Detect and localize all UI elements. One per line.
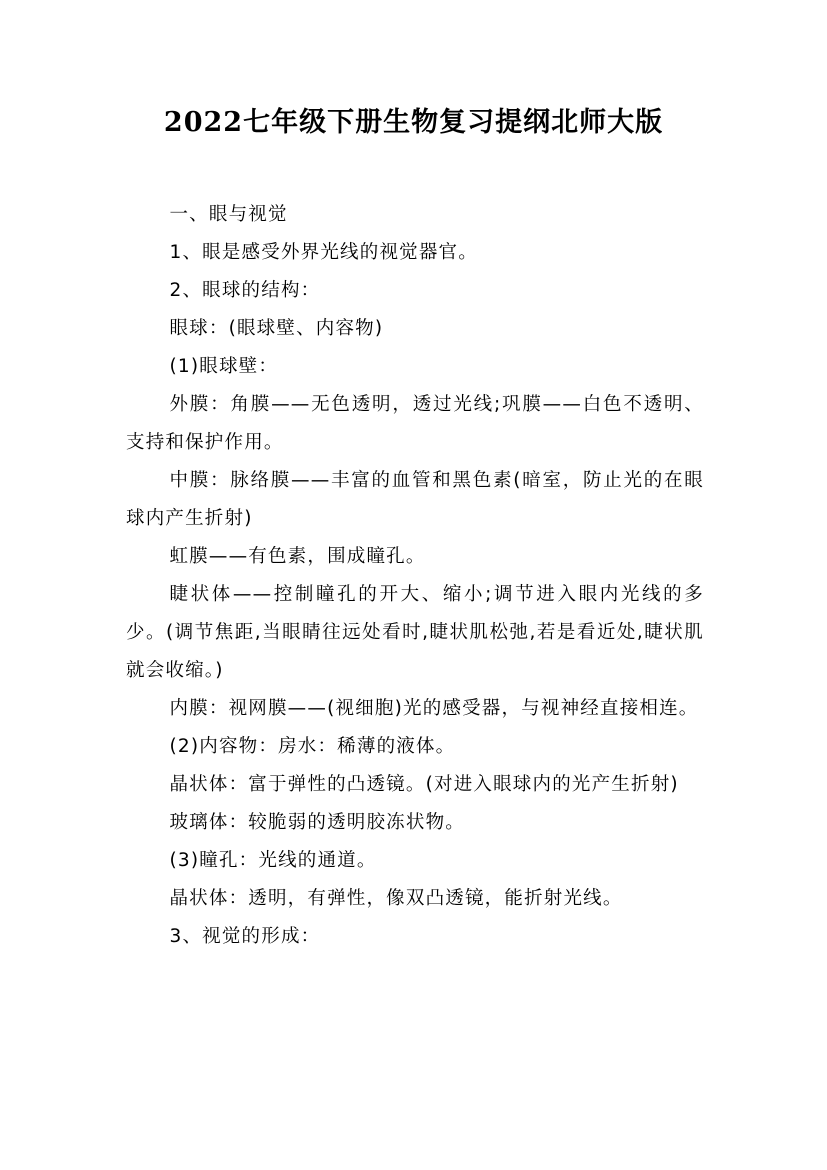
document-title: 2022七年级下册生物复习提纲北师大版 bbox=[163, 107, 664, 138]
document-body bbox=[126, 196, 704, 956]
paragraph-vision-formation-heading: 3、视觉的形成： bbox=[169, 926, 321, 947]
paragraph-pupil: (3)瞳孔：光线的通道。 bbox=[169, 850, 377, 871]
paragraph-eyeball-wall-heading: (1)眼球壁： bbox=[169, 356, 279, 377]
paragraph-contents-aqueous: (2)内容物：房水：稀薄的液体。 bbox=[169, 736, 456, 757]
paragraph-vitreous-body: 玻璃体：较脆弱的透明胶冻状物。 bbox=[169, 812, 465, 833]
paragraph-lens: 晶状体：富于弹性的凸透镜。(对进入眼球内的光产生折射) bbox=[169, 774, 679, 795]
paragraph-outer-membrane: 外膜：角膜——无色透明，透过光线;巩膜——白色不透明、支持和保护作用。 bbox=[126, 394, 704, 453]
paragraph-section-eye-and-vision: 一、眼与视觉 bbox=[169, 204, 288, 225]
paragraph-eyeball-parts: 眼球：(眼球壁、内容物) bbox=[169, 318, 384, 339]
paragraph-lens-summary: 晶状体：透明，有弹性，像双凸透镜，能折射光线。 bbox=[169, 888, 623, 909]
paragraph-middle-membrane: 中膜：脉络膜——丰富的血管和黑色素(暗室，防止光的在眼球内产生折射) bbox=[126, 470, 704, 529]
paragraph-eye-definition: 1、眼是感受外界光线的视觉器官。 bbox=[169, 242, 478, 263]
paragraph-inner-membrane: 内膜：视网膜——(视细胞)光的感受器，与视神经直接相连。 bbox=[169, 698, 699, 719]
paragraph-ciliary-body: 睫状体——控制瞳孔的开大、缩小;调节进入眼内光线的多少。(调节焦距,当眼睛往远处看时,睫状肌松弛,若是看近处,睫状肌就会收缩。) bbox=[126, 584, 704, 681]
paragraph-eyeball-structure-heading: 2、眼球的结构： bbox=[169, 280, 321, 301]
paragraph-iris: 虹膜——有色素，围成瞳孔。 bbox=[169, 546, 426, 567]
